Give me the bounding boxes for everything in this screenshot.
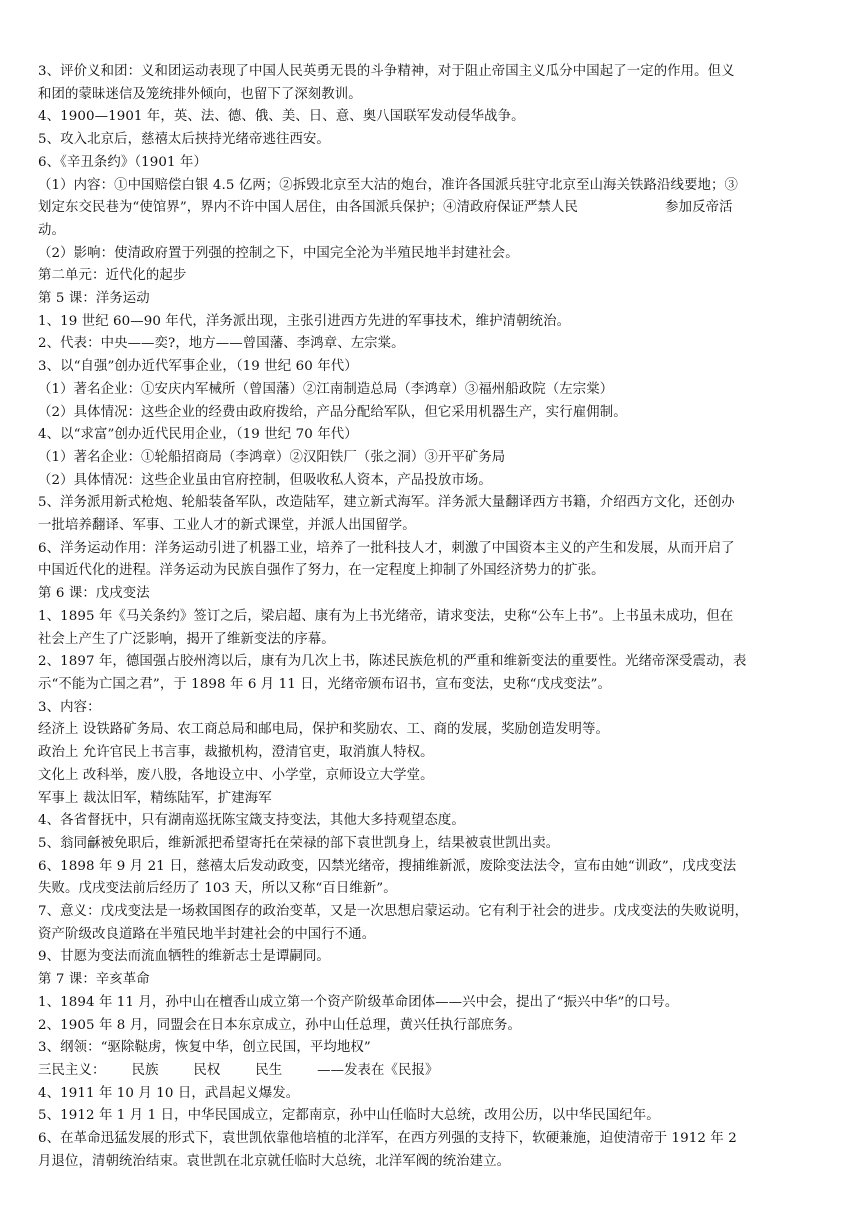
text-line: 4、以“求富”创办近代民用企业，（19 世纪 70 年代） bbox=[38, 427, 358, 443]
text-line: 军事上 裁汰旧军，精练陆军，扩建海军 bbox=[38, 790, 272, 806]
text-line: 4、各省督抚中，只有湖南巡抚陈宝箴支持变法，其他大多持观望态度。 bbox=[38, 813, 465, 829]
text-line: 6、在革命迅猛发展的形式下，袁世凯依靠他培植的北洋军，在西方列强的支持下，软硬兼施，迫使清帝于 1912 年 2 bbox=[38, 1131, 737, 1147]
text-line: 文化上 改科举，废八股，各地设立中、小学堂，京师设立大学堂。 bbox=[38, 767, 434, 783]
text-line: 5、1912 年 1 月 1 日，中华民国成立，定都南京，孙中山任临时大总统，改用公历，以中华民国纪年。 bbox=[38, 1108, 660, 1124]
text-line: 动。 bbox=[38, 222, 65, 238]
text-line: 2、1905 年 8 月，同盟会在日本东京成立，孙中山任总理，黄兴任执行部庶务。 bbox=[38, 1017, 521, 1033]
text-line: （2）影响：使清政府置于列强的控制之下，中国完全沦为半殖民地半封建社会。 bbox=[38, 245, 519, 261]
text-line: 资产阶级改良道路在半殖民地半封建社会的中国行不通。 bbox=[38, 926, 376, 942]
text-line: 5、攻入北京后，慈禧太后挟持光绪帝逃往西安。 bbox=[38, 132, 330, 148]
text-line: 和团的蒙昧迷信及笼统排外倾向，也留下了深刻教训。 bbox=[38, 86, 362, 102]
text-line: 第二单元：近代化的起步 bbox=[38, 268, 187, 284]
text-line: 5、翁同龢被免职后，维新派把希望寄托在荣禄的部下袁世凯身上，结果被袁世凯出卖。 bbox=[38, 835, 560, 851]
text-line: 一批培养翻译、军事、工业人才的新式课堂，并派人出国留学。 bbox=[38, 518, 416, 534]
text-line: 三民主义： 民族 民权 民生 ——发表在《民报》 bbox=[38, 1062, 439, 1078]
text-line: 经济上 设铁路矿务局、农工商总局和邮电局，保护和奖励农、工、商的发展，奖励创造发明等。 bbox=[38, 722, 609, 738]
text-line: 中国近代化的进程。洋务运动为民族自强作了努力，在一定程度上抑制了外国经济势力的扩张。 bbox=[38, 563, 605, 579]
text-line: 失败。戊戌变法前后经历了 103 天，所以又称“百日维新”。 bbox=[38, 881, 397, 897]
text-line: 第 5 课：洋务运动 bbox=[38, 291, 150, 307]
text-line: 第 6 课：戊戌变法 bbox=[38, 586, 150, 602]
text-line: 1、1894 年 11 月，孙中山在檀香山成立第一个资产阶级革命团体——兴中会，提出了“振兴中华”的口号。 bbox=[38, 994, 679, 1010]
text-line: 划定东交民巷为“使馆界”，界内不许中国人居住，由各国派兵保护；④清政府保证严禁人民 参加反帝活 bbox=[38, 200, 733, 216]
text-line: 6、《辛丑条约》（1901 年） bbox=[38, 154, 207, 170]
text-line: 示“不能为亡国之君”，于 1898 年 6 月 11 日，光绪帝颁布诏书，宣布变法，史称“戊戌变法”。 bbox=[38, 676, 611, 692]
text-line: 3、纲领：“驱除鞑虏，恢复中华，创立民国，平均地权” bbox=[38, 1040, 371, 1056]
text-line: 9、甘愿为变法而流血牺牲的维新志士是谭嗣同。 bbox=[38, 949, 330, 965]
text-line: （1）著名企业：①轮船招商局（李鸿章）②汉阳铁厂（张之洞）③开平矿务局 bbox=[38, 449, 506, 465]
text-line: 6、1898 年 9 月 21 日，慈禧太后发动政变，囚禁光绪帝，搜捕维新派，废除变法法令，宣布由她“训政”，戊戌变法 bbox=[38, 858, 737, 874]
text-line: （2）具体情况：这些企业虽由官府控制，但吸收私人资本，产品投放市场。 bbox=[38, 472, 492, 488]
text-line: 3、以“自强”创办近代军事企业，（19 世纪 60 年代） bbox=[38, 359, 358, 375]
text-line: 月退位，清朝统治结束。袁世凯在北京就任临时大总统，北洋军阀的统治建立。 bbox=[38, 1153, 511, 1169]
text-line: 3、内容： bbox=[38, 699, 101, 715]
text-line: （1）著名企业：①安庆内军械所（曾国藩）②江南制造总局（李鸿章）③福州船政院（左宗棠） bbox=[38, 381, 614, 397]
text-line: 6、洋务运动作用：洋务运动引进了机器工业，培养了一批科技人才，刺激了中国资本主义的产生和发展，从而开启了 bbox=[38, 540, 735, 556]
text-line: 1、1895 年《马关条约》签订之后，梁启超、康有为上书光绪帝，请求变法，史称“公车上书”。上书虽未成功，但在 bbox=[38, 608, 734, 624]
text-line: 4、1900—1901 年，英、法、德、俄、美、日、意、奥八国联军发动侵华战争。 bbox=[38, 109, 525, 125]
text-line: 政治上 允许官民上书言事，裁撤机构，澄清官吏，取消旗人特权。 bbox=[38, 745, 434, 761]
text-line: 3、评价义和团：义和团运动表现了中国人民英勇无畏的斗争精神，对于阻止帝国主义瓜分中国起了一定的作用。但义 bbox=[38, 64, 735, 79]
text-line: 7、意义：戊戌变法是一场救国图存的政治变革，又是一次思想启蒙运动。它有利于社会的进步。戊戌变法的失败说明， bbox=[38, 904, 749, 920]
text-line: 第 7 课：辛亥革命 bbox=[38, 972, 150, 988]
text-line: （2）具体情况：这些企业的经费由政府拨给，产品分配给军队，但它采用机器生产，实行雇佣制。 bbox=[38, 404, 627, 420]
text-line: 1、19 世纪 60—90 年代，洋务派出现，主张引进西方先进的军事技术，维护清朝统治。 bbox=[38, 313, 571, 329]
text-line: 4、1911 年 10 月 10 日，武昌起义爆发。 bbox=[38, 1085, 300, 1101]
text-line: 5、洋务派用新式枪炮、轮船装备军队，改造陆军，建立新式海军。洋务派大量翻译西方书籍，介绍西方文化，还创办 bbox=[38, 495, 735, 511]
text-line: （1）内容：①中国赔偿白银 4.5 亿两；②拆毁北京至大沽的炮台，准许各国派兵驻守北京至山海关铁路沿线要地；③ bbox=[38, 177, 738, 193]
text-line: 社会上产生了广泛影响，揭开了维新变法的序幕。 bbox=[38, 631, 335, 647]
text-line: 2、1897 年，德国强占胶州湾以后，康有为几次上书，陈述民族危机的严重和维新变法的重要性。光绪帝深受震动，表 bbox=[38, 654, 747, 670]
text-line: 2、代表：中央——奕?，地方——曾国藩、李鸿章、左宗棠。 bbox=[38, 336, 405, 352]
